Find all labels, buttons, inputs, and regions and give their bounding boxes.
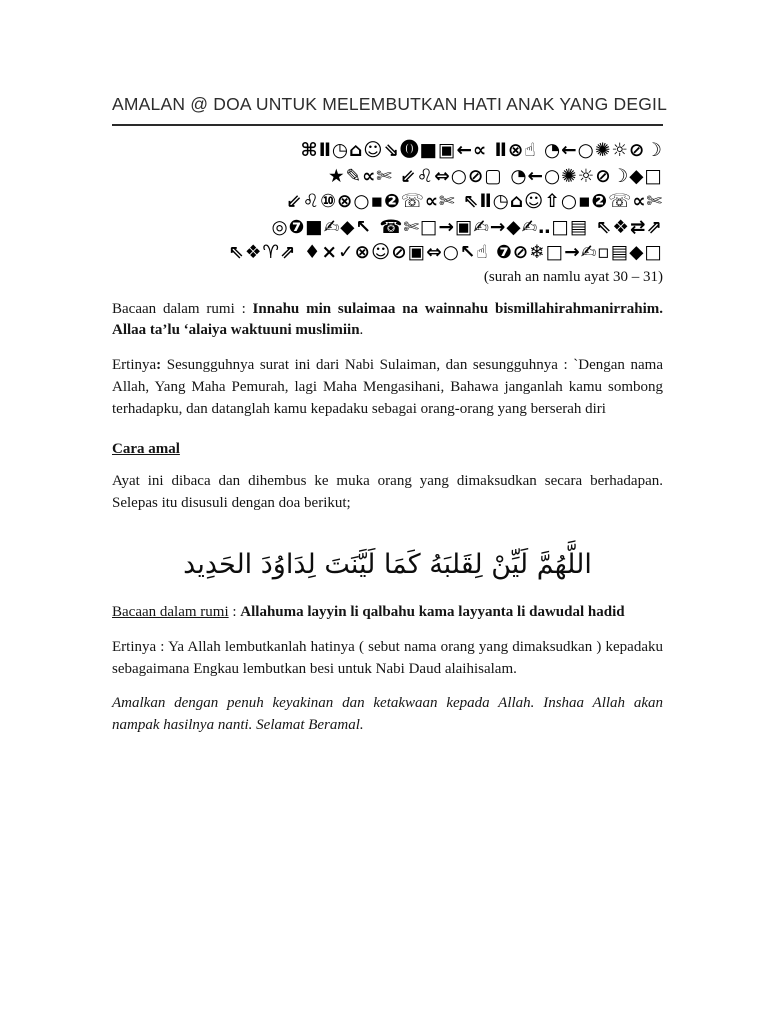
verse-symbol-line: ⇖❖♈⇗ ♦×✓⊗☺⊘▣⇔○↖☝ ❼⊘❄□→✍▫▤◆□ <box>228 242 663 263</box>
meaning-1-label: Ertinya <box>112 357 157 374</box>
rumi-reading-2-text: Allahuma layyin li qalbahu kama layyanta li dawudal hadid <box>240 604 625 621</box>
verse-symbol-line: ◎❼■✍◆↖ ☎✄□→▣✍→◆✍‥□▤ ⇖❖⇄⇗ <box>271 216 663 238</box>
rumi-reading-2 <box>112 602 663 624</box>
rumi-reading-1-label: Bacaan dalam rumi <box>112 300 235 317</box>
rumi-reading-1-separator: : <box>234 300 253 317</box>
page-title: AMALAN @ DOA UNTUK MELEMBUTKAN HATI ANAK YANG DEGIL <box>112 94 663 126</box>
meaning-1-text: Sesungguhnya surat ini dari Nabi Sulaiman, dan sesungguhnya : `Dengan nama Allah, Yang Maha Pemurah, lagi Maha Mengasihani, Bahawa janganlah kamu sombong terhadapku, dan datanglah kamu kepadaku sebagai orang-orang yang berserah diri <box>112 357 663 417</box>
rumi-reading-2-separator: : <box>228 604 241 621</box>
rumi-reading-1 <box>112 299 663 343</box>
instruction-paragraph: Ayat ini dibaca dan dihembus ke muka orang yang dimaksudkan secara berhadapan. Selepas itu disusuli dengan doa berikut; <box>112 473 663 512</box>
meaning-1 <box>112 355 663 420</box>
verse-symbol-block <box>112 138 663 266</box>
meaning-1-colon: : <box>156 357 162 374</box>
verse-symbol-line: ★✎∝✄ ⇙♌⇔○⊘▢ ◔←○✺☼⊘☽◆□ <box>327 165 663 187</box>
rumi-reading-2-label: Bacaan dalam rumi <box>112 604 229 621</box>
arabic-dua-text: اللَّهُمَّ لَيِّنْ لِقَلبَهُ كَمَا لَيَّنَتَ لِدَاوُدَ الحَدِيد <box>183 549 592 581</box>
rumi-reading-1-period: . <box>359 322 364 339</box>
section-heading-cara-amal: Cara amal <box>112 441 180 458</box>
verse-reference: (surah an namlu ayat 30 – 31) <box>483 268 663 285</box>
verse-symbol-line: ⇙♌⑩⊗○▪❷☏∝✄ ⇖Ⅱ◷⌂☺⇧○▪❷☏∝✄ <box>286 191 663 212</box>
meaning-2: Ertinya : Ya Allah lembutkanlah hatinya ( sebut nama orang yang dimaksudkan ) kepadaku sebagaimana Engkau lembutkan besi untuk Nabi Daud alaihisalam. <box>112 638 663 677</box>
verse-symbol-line: ⌘Ⅱ◷⌂☺⇘⓿■▣←∝ Ⅱ⊗☝ ◔←○✺☼⊘☽ <box>300 140 663 161</box>
closing-note: Amalkan dengan penuh keyakinan dan ketakwaan kepada Allah. Inshaa Allah akan nampak hasilnya nanti. Selamat Beramal. <box>112 695 663 734</box>
rumi-reading-1-text: Innahu min sulaimaa na wainnahu bismillahirahmanirrahim. Allaa ta’lu ‘alaiya waktuuni muslimiin <box>112 300 663 339</box>
